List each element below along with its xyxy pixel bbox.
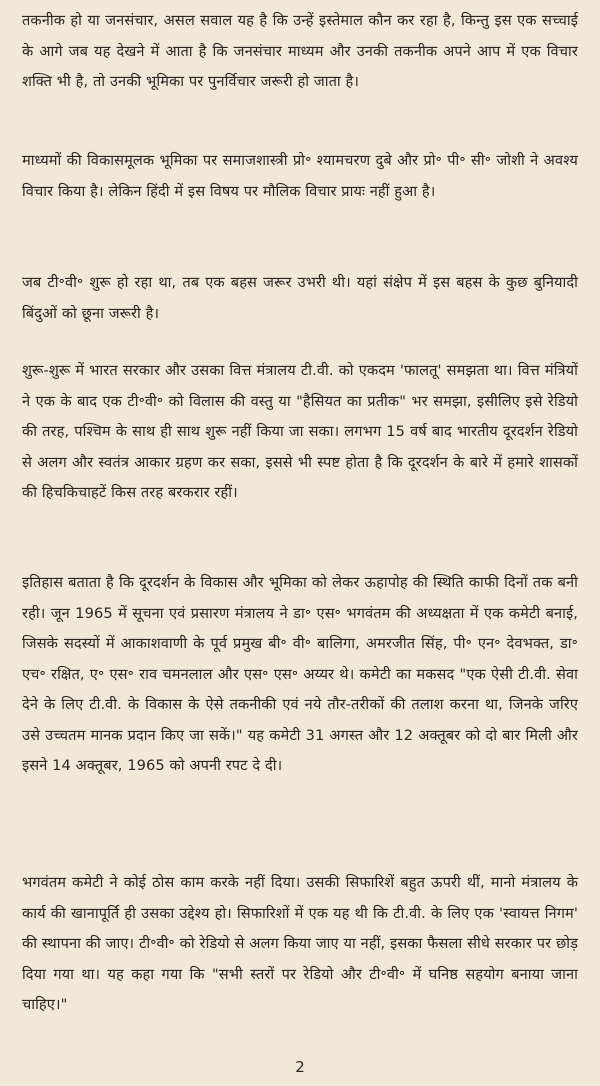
paragraph-3: जब टी॰वी॰ शुरू हो रहा था, तब एक बहस जरूर उभरी थी। यहां संक्षेप में इस बहस के कुछ बुनियादी बिंदुओं को छूना जरूरी है। xyxy=(22,274,578,322)
paragraph-4: शुरू-शुरू में भारत सरकार और उसका वित्त मंत्रालय टी.वी. को एकदम 'फालतू' समझता था। वित्त मंत्रियों ने एक के बाद एक टी॰वी॰ को विलास की वस्तु या "हैसियत का प्रतीक" भर समझा, इसीलिए इसे रेडियो की तरह, पश्चिम के साथ ही साथ शुरू नहीं किया जा सका। लगभग 15 वर्ष बाद भारतीय दूरदर्शन रेडियो से अलग और स्वतंत्र आकार ग्रहण कर सका, इससे भी स्पष्ट होता है कि दूरदर्शन के बारे में हमारे शासकों की हिचकिचाहटें किस तरह बरकरार रहीं। xyxy=(22,362,578,501)
paragraph-5: इतिहास बताता है कि दूरदर्शन के विकास और भूमिका को लेकर ऊहापोह की स्थिति काफी दिनों तक बनी रही। जून 1965 में सूचना एवं प्रसारण मंत्रालय ने डा॰ एस॰ भगवंतम की अध्यक्षता में एक कमेटी बनाई, जिसके सदस्यों में आकाशवाणी के पूर्व प्रमुख बी॰ वी॰ बालिगा, अमरजीत सिंह, पी॰ एन॰ देवभक्त, डा॰ एच॰ रक्षित, ए॰ एस॰ राव चमनलाल और एस॰ एस॰ अय्यर थे। कमेटी का मकसद "एक ऐसी टी.वी. सेवा देने के लिए टी.वी. के विकास के ऐसे तकनीकी एवं नये तौर-तरीकों की तलाश करना था, जिनके जरिए उसे उच्चतम मानक प्रदान किए जा सकें।" यह कमेटी 31 अगस्त और 12 अक्तूबर को दो बार मिली और इसने 14 अक्तूबर, 1965 को अपनी रपट दे दी। xyxy=(22,574,578,774)
paragraph-6: भगवंतम कमेटी ने कोई ठोस काम करके नहीं दिया। उसकी सिफारिशें बहुत ऊपरी थीं, मानो मंत्रालय के कार्य की खानापूर्ति ही उसका उद्देश्य हो। सिफारिशों में एक यह थी कि टी.वी. के लिए एक 'स्वायत्त निगम' की स्थापना की जाए। टी॰वी॰ को रेडियो से अलग किया जाए या नहीं, इसका फैसला सीधे सरकार पर छोड़ दिया गया था। यह कहा गया कि "सभी स्तरों पर रेडियो और टी॰वी॰ में घनिष्ठ सहयोग बनाया जाना चाहिए।" xyxy=(22,874,578,1013)
page-number: 2 xyxy=(295,1058,305,1076)
paragraph-2: माध्यमों की विकासमूलक भूमिका पर समाजशास्त्री प्रो॰ श्यामचरण दुबे और प्रो॰ पी॰ सी॰ जोशी ने अवश्य विचार किया है। लेकिन हिंदी में इस विषय पर मौलिक विचार प्रायः नहीं हुआ है। xyxy=(22,152,578,200)
paragraph-1: तकनीक हो या जनसंचार, असल सवाल यह है कि उन्हें इस्तेमाल कौन कर रहा है, किन्तु इस एक सच्चाई के आगे जब यह देखने में आता है कि जनसंचार माध्यम और उनकी तकनीक अपने आप में एक विचार शक्ति भी है, तो उनकी भूमिका पर पुनर्विचार जरूरी हो जाता है। xyxy=(22,12,578,90)
